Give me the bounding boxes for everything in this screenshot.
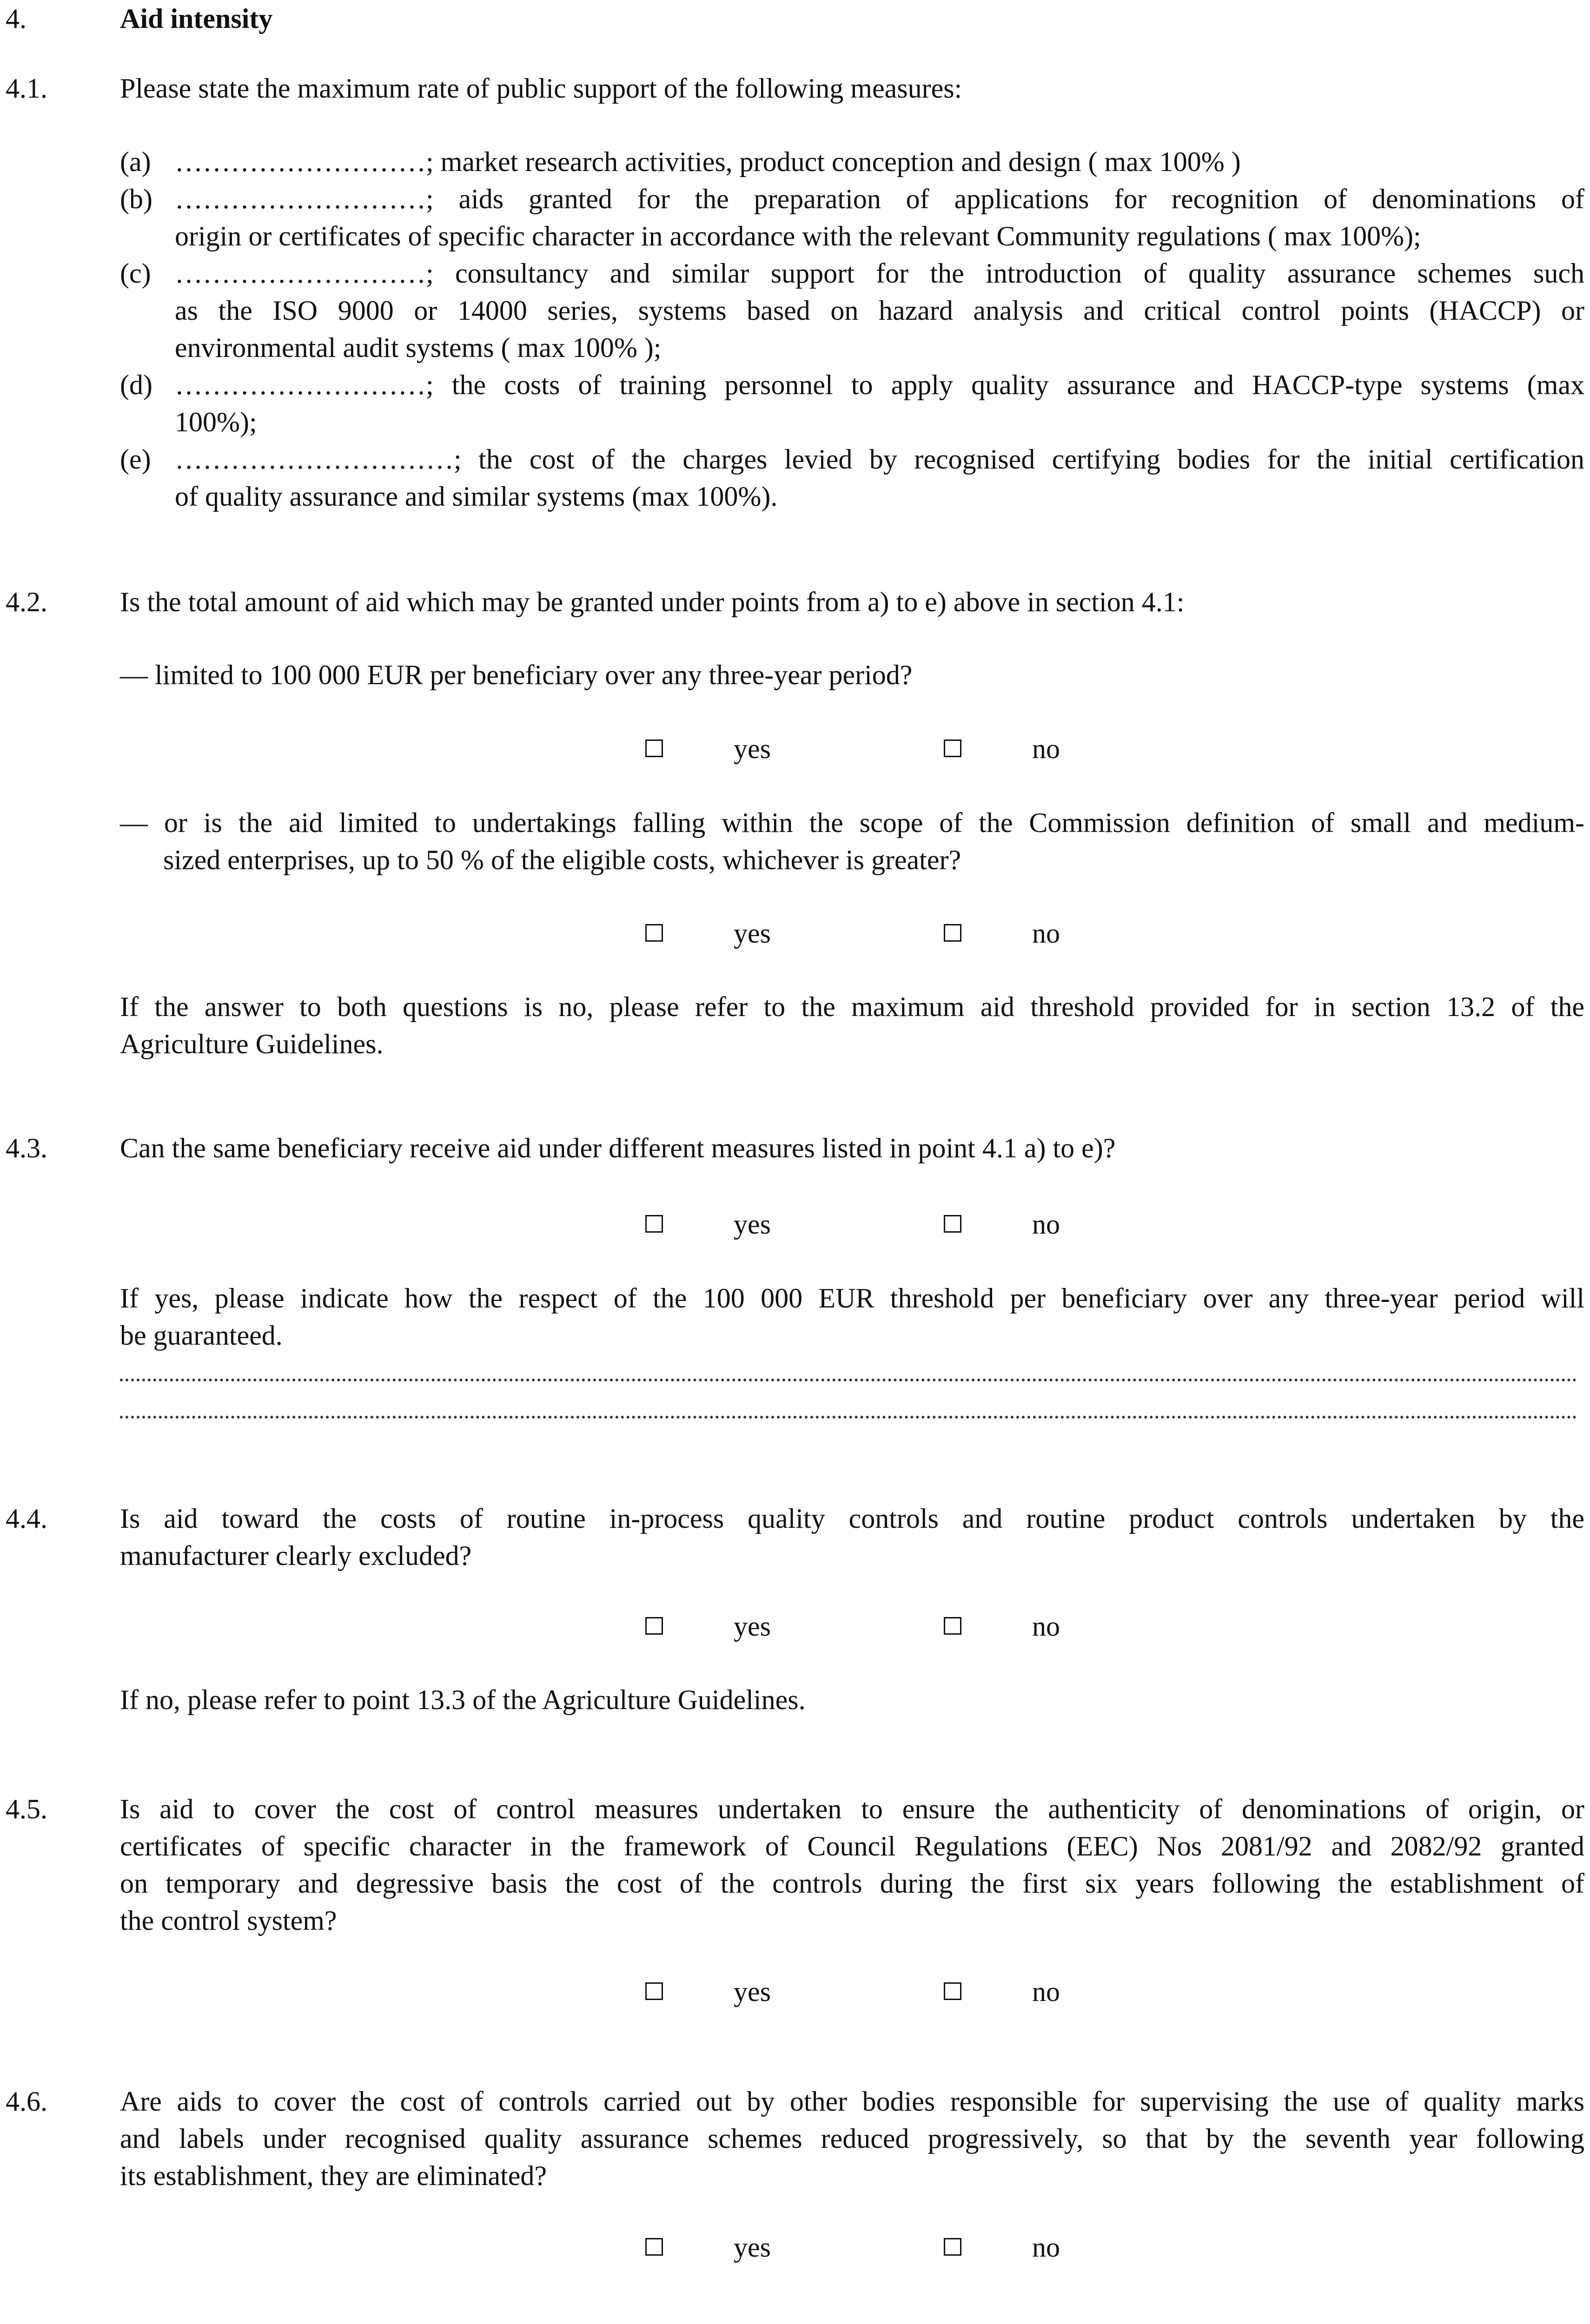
question-4-5-number: 4.5. [6,1794,47,1824]
q42a-yes-label: yes [734,733,771,764]
question-4-3-number: 4.3. [6,1133,47,1163]
item-e-label: (e) [120,444,151,475]
question-4-2-text: Is the total amount of aid which may be granted under points from a) to e) above in section 4.1: [120,587,1185,617]
question-4-4-line-2: manufacturer clearly excluded? [120,1540,472,1571]
item-e-line-2: of quality assurance and similar systems (max 100%). [175,481,778,512]
question-4-5-line-2: certificates of specific character in the framework of Council Regulations (EEC) Nos 2081/92 and 2082/92 granted [120,1831,1584,1862]
q45-no-checkbox[interactable] [944,1982,961,2000]
item-b-line-1: ………………………; aids granted for the preparation of applications for recognition of denominations of [175,184,1584,214]
item-c-line-1: ………………………; consultancy and similar support for the introduction of quality assurance schemes such [175,258,1584,289]
question-4-5-line-3: on temporary and degressive basis the cost of the controls during the first six years following the establishment of [120,1868,1584,1899]
item-d-line-1: ………………………; the costs of training personnel to apply quality assurance and HACCP-type systems (max [175,370,1584,400]
q45-yes-checkbox[interactable] [645,1982,663,2000]
question-4-4-number: 4.4. [6,1503,47,1534]
q45-yes-label: yes [734,1976,771,2007]
q42a-no-label: no [1032,733,1060,764]
question-4-6-number: 4.6. [6,2086,47,2117]
q44-no-checkbox[interactable] [944,1617,961,1635]
q42b-no-label: no [1032,918,1060,949]
item-d-label: (d) [120,370,152,400]
answer-dotted-line-2[interactable] [120,1416,1577,1419]
item-d-line-2: 100%); [175,407,257,437]
item-c-label: (c) [120,258,151,289]
question-4-2-number: 4.2. [6,587,47,617]
q43-no-checkbox[interactable] [944,1215,961,1233]
q44-note: If no, please refer to point 13.3 of the Agriculture Guidelines. [120,1684,806,1715]
item-b-line-2: origin or certificates of specific character in accordance with the relevant Community regulations ( max 100%); [175,221,1421,251]
question-4-4-line-1: Is aid toward the costs of routine in-process quality controls and routine product controls undertaken by the [120,1503,1584,1534]
q42a-no-checkbox[interactable] [944,739,961,757]
q42b-yes-label: yes [734,918,771,949]
question-4-6-line-1: Are aids to cover the cost of controls carried out by other bodies responsible for supervising the use of quality marks [120,2086,1584,2117]
q46-yes-label: yes [734,2232,771,2263]
q43-no-label: no [1032,1209,1060,1240]
q45-no-label: no [1032,1976,1060,2007]
item-c-line-2: as the ISO 9000 or 14000 series, systems based on hazard analysis and critical control points (HACCP) or [175,295,1584,326]
question-4-1-text: Please state the maximum rate of public support of the following measures: [120,73,962,104]
item-a-label: (a) [120,146,151,177]
q43-note-line-2: be guaranteed. [120,1320,283,1351]
item-e-line-1: …………………………; the cost of the charges levied by recognised certifying bodies for the initial certification [175,444,1584,475]
question-4-3-text: Can the same beneficiary receive aid under different measures listed in point 4.1 a) to e)? [120,1133,1116,1163]
q43-yes-label: yes [734,1209,771,1240]
item-a-text: ………………………; market research activities, product conception and design ( max 100% ) [175,146,1241,177]
bullet-limit-100000: — limited to 100 000 EUR per beneficiary over any three-year period? [120,660,913,690]
bullet-sme-line-2: sized enterprises, up to 50 % of the eligible costs, whichever is greater? [163,845,961,875]
q44-no-label: no [1032,1611,1060,1642]
q46-no-checkbox[interactable] [944,2238,961,2256]
item-c-line-3: environmental audit systems ( max 100% ); [175,332,662,363]
question-4-6-line-2: and labels under recognised quality assurance schemes reduced progressively, so that by the seventh year following [120,2123,1584,2154]
q42-note-line-2: Agriculture Guidelines. [120,1029,384,1059]
question-4-6-line-3: its establishment, they are eliminated? [120,2160,547,2191]
question-4-5-line-1: Is aid to cover the cost of control measures undertaken to ensure the authenticity of denominations of origin, or [120,1794,1584,1824]
q44-yes-checkbox[interactable] [645,1617,663,1635]
q42b-yes-checkbox[interactable] [645,924,663,942]
q46-no-label: no [1032,2232,1060,2263]
q46-yes-checkbox[interactable] [645,2238,663,2256]
question-4-5-line-4: the control system? [120,1905,337,1936]
question-4-1-number: 4.1. [6,73,47,104]
q42-note-line-1: If the answer to both questions is no, please refer to the maximum aid threshold provided for in section 13.2 of the [120,991,1584,1022]
q42a-yes-checkbox[interactable] [645,739,663,757]
q43-note-line-1: If yes, please indicate how the respect of the 100 000 EUR threshold per beneficiary over any three-year period will [120,1283,1584,1314]
q44-yes-label: yes [734,1611,771,1642]
q43-yes-checkbox[interactable] [645,1215,663,1233]
answer-dotted-line-1[interactable] [120,1379,1577,1381]
section-title: Aid intensity [120,3,273,34]
section-number: 4. [6,3,26,34]
q42b-no-checkbox[interactable] [944,924,961,942]
bullet-sme-line-1: — or is the aid limited to undertakings falling within the scope of the Commission definition of small and medium- [120,807,1584,838]
item-b-label: (b) [120,184,152,214]
